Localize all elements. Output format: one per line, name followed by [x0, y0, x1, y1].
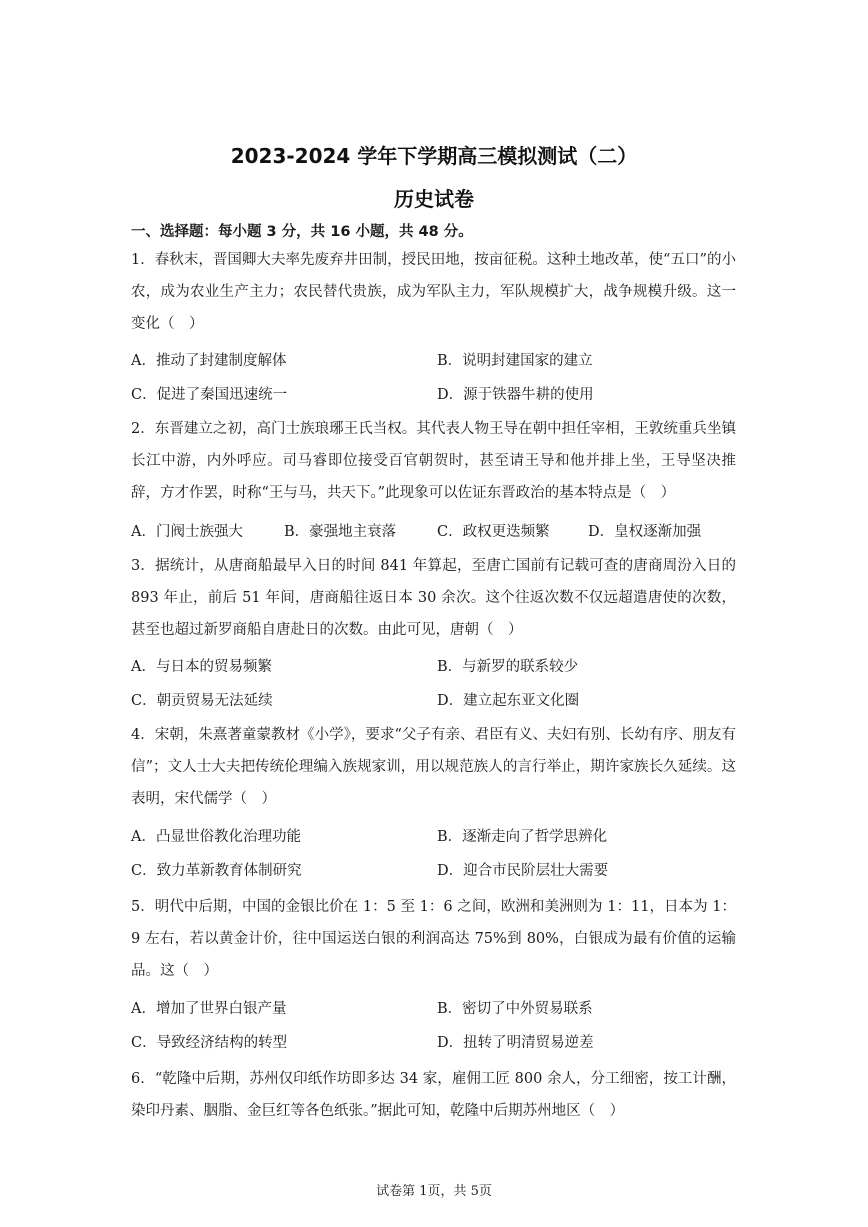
question-5-option-a: A．增加了世界白银产量 — [131, 1001, 287, 1017]
question-1-option-d: D．源于铁器牛耕的使用 — [437, 387, 594, 403]
question-5-option-c: C．导致经济结构的转型 — [131, 1035, 288, 1051]
exam-title: 2023-2024 学年下学期高三模拟测试（二） — [230, 144, 638, 168]
question-3-option-d: D．建立起东亚文化圈 — [437, 693, 580, 709]
question-4-option-a: A．凸显世俗教化治理功能 — [131, 829, 301, 845]
question-2-option-c: C．政权更迭频繁 — [437, 524, 550, 540]
question-2-stem: 2．东晋建立之初，高门士族琅琊王氏当权。其代表人物王导在朝中担任宰相，王敦统重兵坐镇长江中游，内外呼应。司马睿即位接受百官朝贺时，甚至请王导和他并排上坐，王导坚决推辞，方才作罢，时称“王与马，共天下。”此现象可以佐证东晋政治的基本特点是（ ） — [131, 421, 736, 501]
page-footer: 试卷第 1页，共 5页 — [376, 1184, 492, 1199]
question-6-stem: 6．“乾隆中后期，苏州仅印纸作坊即多达 34 家，雇佣工匠 800 余人，分工细密，按工计酬，染印丹素、胭脂、金巨红等各色纸张。”据此可知，乾隆中后期苏州地区（ ） — [131, 1071, 736, 1119]
question-3-option-c: C．朝贡贸易无法延续 — [131, 693, 273, 709]
exam-subtitle: 历史试卷 — [394, 187, 474, 211]
section-heading: 一、选择题：每小题 3 分，共 16 小题，共 48 分。 — [131, 224, 473, 240]
question-3-stem: 3．据统计，从唐商船最早入日的时间 841 年算起，至唐亡国前有记载可查的唐商周汾入日的 893 年止，前后 51 年间，唐商船往返日本 30 余次。这个往返次数不仅远超遣唐使的次数，甚至也超过新罗商船自唐赴日的次数。由此可见，唐朝（ ） — [131, 558, 736, 638]
question-4-option-d: D．迎合市民阶层壮大需要 — [437, 863, 609, 879]
question-5-stem: 5．明代中后期，中国的金银比价在 1：5 至 1：6 之间，欧洲和美洲则为 1：11，日本为 1：9 左右，若以黄金计价，往中国运送白银的利润高达 75%到 80%，白银成为最有价值的运输品。这（ ） — [131, 899, 736, 979]
question-3-option-a: A．与日本的贸易频繁 — [131, 659, 272, 675]
question-4-stem: 4．宋朝，朱熹著童蒙教材《小学》，要求“父子有亲、君臣有义、夫妇有别、长幼有序、朋友有信”；文人士大夫把传统伦理编入族规家训，用以规范族人的言行举止，期许家族长久延续。这表明，宋代儒学（ ） — [131, 727, 736, 807]
question-4-option-b: B．逐渐走向了哲学思辨化 — [437, 829, 608, 845]
question-1-option-c: C．促进了秦国迅速统一 — [131, 387, 288, 403]
question-1-option-a: A．推动了封建制度解体 — [131, 353, 287, 369]
question-4-option-c: C．致力革新教育体制研究 — [131, 863, 302, 879]
question-5-option-d: D．扭转了明清贸易逆差 — [437, 1035, 594, 1051]
question-2-option-a: A．门阀士族强大 — [131, 524, 243, 540]
question-3-option-b: B．与新罗的联系较少 — [437, 659, 579, 675]
question-5-option-b: B．密切了中外贸易联系 — [437, 1001, 593, 1017]
question-1-stem: 1．春秋末，晋国卿大夫率先废弃井田制，授民田地，按亩征税。这种土地改革，使“五口”的小农，成为农业生产主力；农民替代贵族，成为军队主力，军队规模扩大，战争规模升级。这一变化（ ） — [131, 252, 736, 332]
question-1-option-b: B．说明封建国家的建立 — [437, 353, 593, 369]
question-2-option-b: B．豪强地主衰落 — [284, 524, 397, 540]
question-2-option-d: D．皇权逐渐加强 — [588, 524, 702, 540]
